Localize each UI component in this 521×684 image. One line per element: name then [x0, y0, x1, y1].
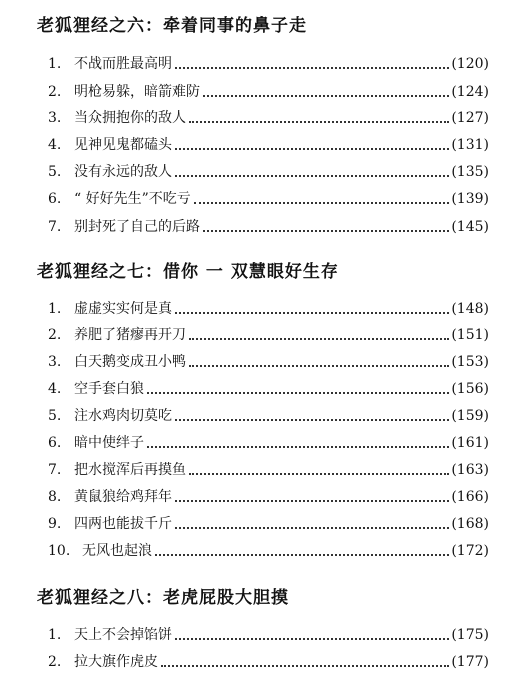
dot-leader [147, 445, 449, 448]
toc-entry [48, 651, 489, 673]
entry-title: 天上不会掉馅饼 [74, 627, 172, 643]
entry-title: 注水鸡肉切莫吃 [74, 408, 172, 424]
entry-title: 当众拥抱你的敌人 [74, 110, 186, 126]
entry-page: (151) [451, 327, 489, 343]
entry-title: 没有永远的敌人 [74, 164, 172, 180]
entry-number: 4. [48, 137, 62, 153]
entry-title: 养肥了猪瘳再开刀 [74, 327, 186, 343]
entry-title: 四两也能拔千斤 [74, 516, 172, 532]
dot-leader [147, 391, 449, 394]
entry-number: 1. [48, 627, 62, 643]
toc-entry [48, 53, 489, 75]
entry-page: (163) [451, 462, 489, 478]
toc-entry [48, 513, 489, 535]
section-title-7: 老狐狸经之七：借你 一 双慧眼好生存 [37, 262, 339, 282]
entry-number: 5. [48, 164, 62, 180]
dot-leader [194, 201, 450, 204]
entry-number: 8. [48, 489, 62, 505]
entry-title: 见神见鬼都磕头 [74, 137, 172, 153]
entry-number: 5. [48, 408, 62, 424]
entry-title: 别封死了自己的后路 [74, 219, 200, 235]
entry-page: (139) [451, 191, 489, 207]
entry-title: 不战而胜最高明 [74, 56, 172, 72]
entry-title: 虚虚实实何是真 [74, 301, 172, 317]
toc-entry [48, 459, 489, 481]
dot-leader [155, 553, 449, 556]
entry-page: (153) [451, 354, 489, 370]
toc-entry [48, 624, 489, 646]
entry-number: 10. [48, 543, 71, 559]
entry-number: 2. [48, 327, 62, 343]
toc-entry [48, 378, 489, 400]
entry-number: 1. [48, 56, 62, 72]
entry-title: 空手套白狼 [74, 381, 144, 397]
entry-title: 无风也起浪 [82, 543, 152, 559]
entry-title: 拉大旗作虎皮 [74, 654, 158, 670]
entry-number: 1. [48, 301, 62, 317]
entry-title: 白天鹅变成丑小鸭 [74, 354, 186, 370]
dot-leader [203, 94, 449, 97]
dot-leader [175, 637, 449, 640]
entry-page: (124) [451, 84, 489, 100]
dot-leader [189, 472, 449, 475]
toc-entry [48, 134, 489, 156]
entry-page: (177) [451, 654, 489, 670]
dot-leader [189, 337, 449, 340]
toc-entry [48, 351, 489, 373]
section-title-6: 老狐狸经之六：牵着同事的鼻子走 [37, 16, 307, 36]
toc-entry [48, 298, 489, 320]
toc-entry [48, 216, 489, 238]
entry-page: (148) [451, 301, 489, 317]
entry-title: “ 好好先生”不吃亏 [74, 191, 191, 207]
entry-number: 9. [48, 516, 62, 532]
dot-leader [203, 229, 449, 232]
entry-page: (168) [451, 516, 489, 532]
entry-page: (131) [451, 137, 489, 153]
entry-number: 6. [48, 435, 62, 451]
toc-entry [48, 81, 489, 103]
entry-title: 把水搅浑后再摸鱼 [74, 462, 186, 478]
entry-page: (166) [451, 489, 489, 505]
toc-entry [48, 405, 489, 427]
entry-number: 7. [48, 219, 62, 235]
dot-leader [189, 364, 449, 367]
entry-page: (161) [451, 435, 489, 451]
dot-leader [175, 66, 449, 69]
entry-page: (172) [451, 543, 489, 559]
toc-entry [48, 432, 489, 454]
dot-leader [175, 311, 449, 314]
toc-entry [48, 540, 489, 562]
entry-number: 6. [48, 191, 62, 207]
entry-number: 2. [48, 84, 62, 100]
entry-number: 3. [48, 110, 62, 126]
dot-leader [175, 174, 449, 177]
entry-title: 暗中使绊子 [74, 435, 144, 451]
entry-title: 明枪易躲，暗箭难防 [74, 84, 200, 100]
entry-page: (175) [451, 627, 489, 643]
dot-leader [175, 418, 449, 421]
toc-entry [48, 324, 489, 346]
entry-number: 2. [48, 654, 62, 670]
dot-leader [189, 120, 449, 123]
section-title-8: 老狐狸经之八：老虎屁股大胆摸 [37, 588, 289, 608]
entry-page: (127) [451, 110, 489, 126]
entry-page: (156) [451, 381, 489, 397]
toc-entry [48, 486, 489, 508]
toc-entry [48, 161, 489, 183]
entry-number: 7. [48, 462, 62, 478]
entry-page: (135) [451, 164, 489, 180]
toc-entry [48, 188, 489, 210]
toc-entry [48, 107, 489, 129]
entry-number: 4. [48, 381, 62, 397]
dot-leader [161, 664, 449, 667]
entry-title: 黄鼠狼给鸡拜年 [74, 489, 172, 505]
entry-page: (159) [451, 408, 489, 424]
entry-page: (145) [451, 219, 489, 235]
dot-leader [175, 499, 449, 502]
dot-leader [175, 147, 449, 150]
entry-number: 3. [48, 354, 62, 370]
dot-leader [175, 526, 449, 529]
entry-page: (120) [451, 56, 489, 72]
